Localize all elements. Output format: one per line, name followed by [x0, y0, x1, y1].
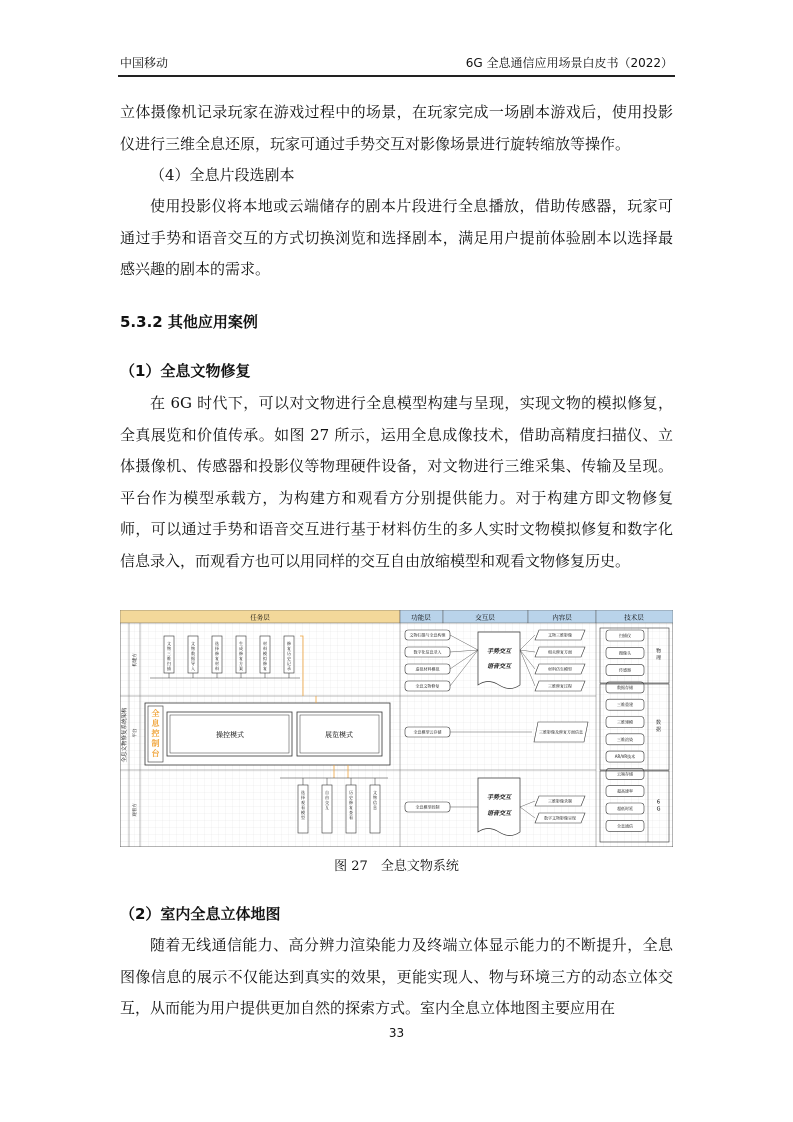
paragraph-relic-restoration: 在 6G 时代下，可以对文物进行全息模型构建与呈现，实现文物的模拟修复，全真展览和价值传承。如图 27 所示，运用全息成像技术，借助高精度扫描仪、立体摄像机、传感器和投影仪等物理硬件设备，对文物进行三维采集、传输及呈现。平台作为模型承载方，为构建方和观看方分别提供能力。对于构建方即文物修复师，可以通过手势和语音交互进行基于材料仿生的多人实时文物模拟修复和数字化信息录入，而观看方也可以用同样的交互自由放缩模型和观看文物修复历史。: [120, 394, 673, 570]
tech-item-12-label: 全息通信: [617, 823, 633, 829]
section-heading-5-3-2: 5.3.2 其他应用案例: [120, 313, 258, 331]
tech-item-11-label: 超低时延: [617, 806, 633, 811]
top-step-6-label: 修复历史记录: [287, 641, 291, 671]
paragraph-game-scene: 立体摄像机记录玩家在游戏过程中的场景，在玩家完成一场剧本游戏后，使用投影仪进行三维全息还原，玩家可通过手势交互对影像场景进行旋转缩放等操作。: [120, 103, 673, 153]
func-top-2-label: 数字化信息录入: [413, 649, 442, 655]
tech-item-8-label: AR/VR技术: [614, 754, 636, 760]
content-bot-2-label: 数字文物影像呈现: [544, 815, 576, 821]
col-content: 内容层: [552, 613, 572, 622]
header-left: 中国移动: [120, 56, 169, 70]
interact-voice-top: 语音交互: [486, 663, 512, 670]
page-number: 33: [388, 1026, 405, 1040]
subheading-indoor-map: （2）室内全息立体地图: [120, 905, 281, 923]
header-rule: [118, 75, 675, 77]
bottom-step-2-label: 自由交互: [325, 790, 329, 810]
tech-item-10-label: 超高速率: [617, 788, 633, 794]
func-top-4-label: 全息文物修复: [415, 683, 440, 689]
row-builder: 构建方: [133, 653, 138, 667]
figure-caption: 图 27 全息文物系统: [334, 859, 459, 874]
tech-item-5-label: 三维重建: [617, 702, 633, 708]
row-platform: 平台: [133, 728, 138, 738]
side-title: 全息文物修复系统架构: [122, 707, 128, 763]
tech-group-2: 数据: [655, 720, 662, 733]
top-step-5-label: 材料模拟修复: [263, 641, 267, 671]
interact-gesture-bottom: 手势交互: [486, 794, 512, 801]
tech-group-1: 物理: [655, 648, 662, 662]
top-step-1-label: 文物三维扫描: [167, 641, 171, 671]
top-step-4-label: 生成修复方案: [239, 641, 243, 671]
tech-item-2-label: 摄像头: [619, 650, 631, 656]
relic-system-diagram: [120, 610, 673, 847]
paragraph-script-selection: 使用投影仪将本地或云端储存的剧本片段进行全息播放，借助传感器，玩家可通过手势和语音交互的方式切换浏览和选择剧本，满足用户提前体验剧本以选择最感兴趣的剧本的需求。: [120, 197, 673, 278]
interact-voice-bottom: 语音交互: [486, 810, 512, 817]
tech-item-4-label: 数据存储: [617, 684, 633, 690]
mode-control: 操控模式: [216, 731, 244, 739]
tech-item-1-label: 扫描仪: [619, 633, 631, 638]
content-top-2-label: 相关修复方面: [548, 649, 572, 655]
func-bot-label: 全息模型控制: [415, 804, 440, 810]
header-right: 6G 全息通信应用场景白皮书（2022）: [465, 56, 673, 70]
control-console-label: 全息控制台: [151, 709, 160, 758]
paragraph-indoor-map: 随着无线通信能力、高分辨力渲染能力及终端立体显示能力的不断提升，全息图像信息的展示不仅能达到真实的效果，更能实现人、物与环境三方的动态立体交互，从而能为用户提供更加自然的探索方式。室内全息立体地图主要应用在: [120, 936, 673, 1017]
col-technology: 技术层: [624, 613, 644, 622]
func-top-1-label: 文物扫描与全息构建: [409, 632, 446, 638]
tech-item-9-label: 云端存储: [617, 771, 633, 777]
subheading-relic-restoration: （1）全息文物修复: [120, 362, 251, 380]
bottom-step-3-label: 历史修复查看: [349, 790, 353, 820]
tech-item-3-label: 传感器: [619, 667, 631, 673]
interact-gesture-top: 手势交互: [486, 648, 512, 655]
tech-group-3: 6 G: [656, 799, 661, 813]
tech-item-7-label: 三维渲染: [617, 736, 633, 742]
col-interaction: 交互层: [475, 613, 495, 622]
content-top-3-label: 材料仿生模型: [548, 666, 572, 672]
top-step-3-label: 选择修复材料: [215, 641, 219, 671]
col-task: 任务层: [250, 613, 270, 622]
content-bot-1-label: 三维影像录制: [548, 798, 572, 804]
list-item-4: （4）全息片段选剧本: [150, 166, 295, 184]
func-top-3-label: 虚拟材料模拟: [415, 666, 440, 672]
col-function: 功能层: [411, 613, 431, 622]
bottom-step-1-label: 选择观看模型: [301, 790, 305, 820]
content-top-1-label: 文物三维影像: [548, 632, 572, 638]
row-viewer: 观看方: [133, 803, 138, 817]
top-step-2-label: 文物数据导入: [191, 641, 195, 671]
mode-view: 展览模式: [325, 731, 353, 739]
content-top-4-label: 三维修复过程: [548, 683, 572, 689]
tech-item-6-label: 三维建模: [617, 719, 633, 725]
content-mid-label: 三维影像及修复方面信息: [539, 729, 583, 735]
bottom-step-4-label: 文物信息: [373, 790, 377, 810]
func-mid-label: 全息模型云存储: [413, 729, 442, 735]
